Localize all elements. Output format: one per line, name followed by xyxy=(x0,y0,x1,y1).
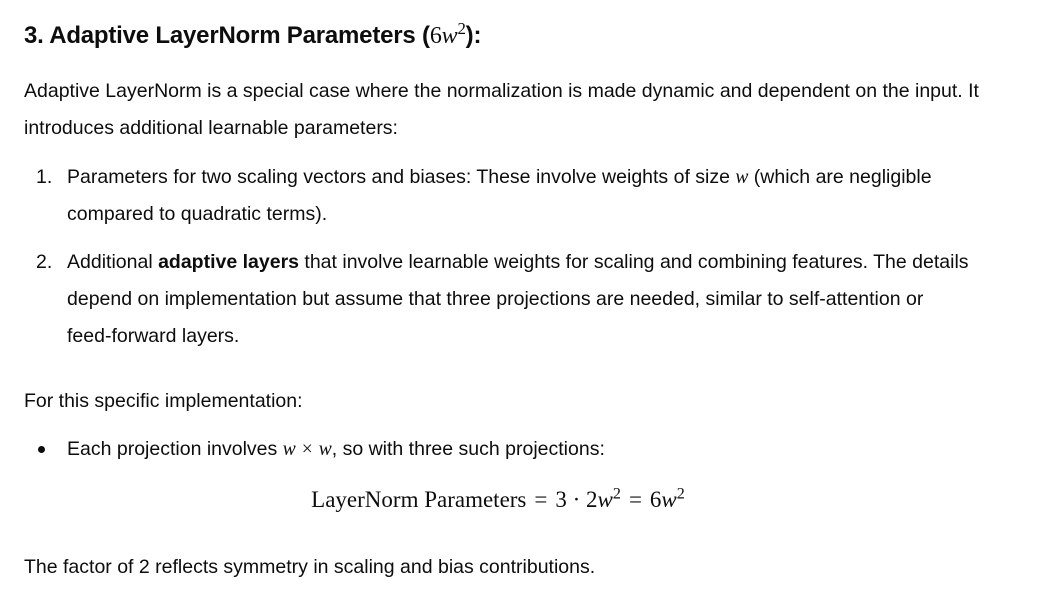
bullet-dot xyxy=(38,446,45,453)
list-marker: 2. xyxy=(36,251,53,273)
math-var: w xyxy=(735,167,749,188)
list-marker: 1. xyxy=(36,166,53,188)
list-item xyxy=(36,244,972,355)
intro-paragraph: Adaptive LayerNorm is a special case where the normalization is made dynamic and dependent on the input. It introduces additional learnable parameters: xyxy=(24,80,979,139)
list-item-text: Additional adaptive layers that involve learnable weights for scaling and combining features. The details depend on implementation but assume that three projections are needed, similar to self-attention or feed-forward layers. xyxy=(67,251,969,347)
list-item xyxy=(36,159,972,233)
equation-lhs: LayerNorm Parameters xyxy=(311,487,527,512)
specific-paragraph: For this specific implementation: xyxy=(24,390,303,412)
heading-text: 3. Adaptive LayerNorm Parameters ( xyxy=(24,22,430,49)
heading-tail: ): xyxy=(465,22,482,49)
equation-display: LayerNorm Parameters = $3 \cdot 2w^2 = 6w^2$ xyxy=(311,485,685,512)
bold-term: adaptive layers xyxy=(158,251,299,273)
list-item-text: Parameters for two scaling vectors and biases: These involve weights of size w (which are negligible compared to quadratic terms). xyxy=(67,166,932,225)
heading-math: $6w^2$ xyxy=(429,19,466,49)
bullet-item xyxy=(36,431,972,468)
bullet-item-text: Each projection involves w × w, so with three such projections: xyxy=(67,438,605,460)
section-heading xyxy=(24,19,482,50)
conclusion-paragraph: The factor of 2 reflects symmetry in scaling and bias contributions. xyxy=(24,556,596,578)
